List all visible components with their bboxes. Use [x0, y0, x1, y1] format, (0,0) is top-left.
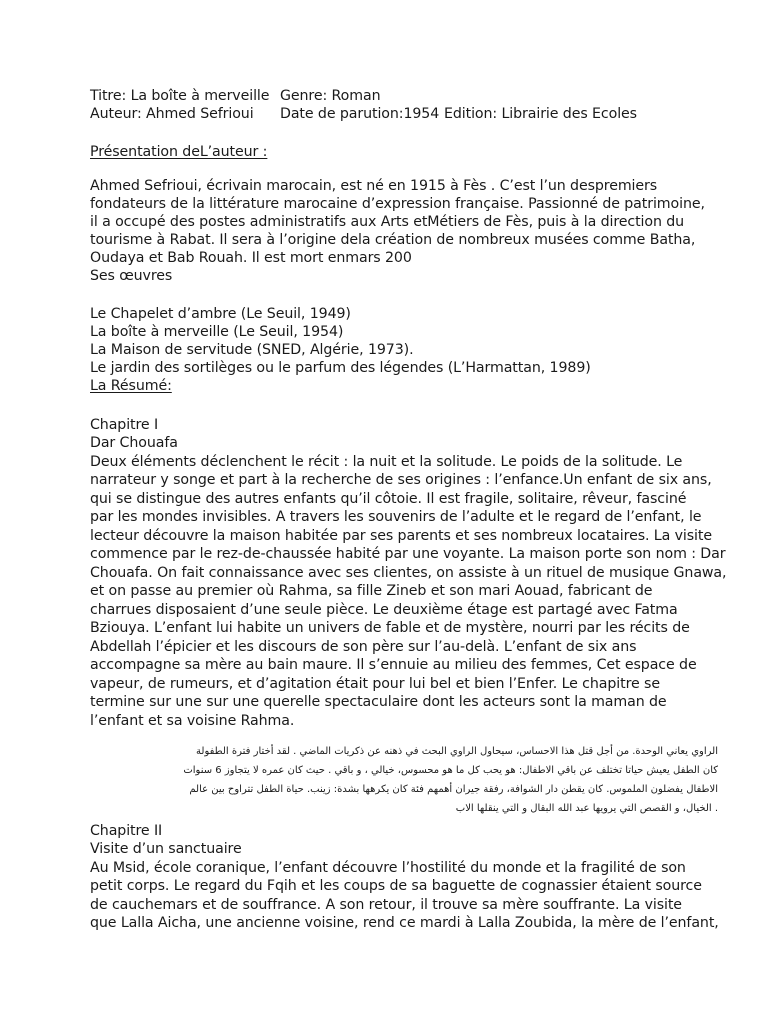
- arabic-summary-line: كان الطفل يعيش حياتا تختلف عن باقي الاطفال: هو يحب كل ما هو محسوس، خيالي ، و باقي . حيث كان عمره لا يتجاوز 6 سنوات: [183, 765, 718, 776]
- book-genre: Genre: Roman: [280, 88, 381, 104]
- chapter-1-line: lecteur découvre la maison habitée par ses parents et ses nombreux locataires. La visite: [90, 528, 712, 544]
- chapter-1-line: qui se distingue des autres enfants qu’il côtoie. Il est fragile, solitaire, rêveur, fasciné: [90, 491, 687, 507]
- arabic-summary-line: الراوي يعاني الوحدة. من أجل قتل هذا الاحساس، سيحاول الراوي البحث في ذهنه عن ذكريات الماضي . لقد أختار فترة الطفولة: [196, 746, 718, 757]
- work-item: La boîte à merveille (Le Seuil, 1954): [90, 324, 344, 340]
- bio-line: tourisme à Rabat. Il sera à l’origine dela création de nombreux musées comme Batha,: [90, 232, 696, 248]
- chapter-2-line: de cauchemars et de souffrance. A son retour, il trouve sa mère souffrante. La visite: [90, 897, 682, 913]
- publication-date: Date de parution:1954: [280, 106, 440, 122]
- bio-line: il a occupé des postes administratifs aux Arts etMétiers de Fès, puis à la direction du: [90, 214, 685, 230]
- chapter-1-line: par les mondes invisibles. A travers les souvenirs de l’adulte et le regard de l’enfant, le: [90, 509, 702, 525]
- chapter-1-line: Chouafa. On fait connaissance avec ses clientes, on assiste à un rituel de musique Gnawa,: [90, 565, 727, 581]
- chapter-2-subtitle: Visite d’un sanctuaire: [90, 841, 242, 857]
- chapter-1-line: accompagne sa mère au bain maure. Il s’ennuie au milieu des femmes, Cet espace de: [90, 657, 697, 673]
- works-heading: Ses œuvres: [90, 268, 173, 284]
- book-title: Titre: La boîte à merveille: [90, 88, 270, 104]
- chapter-1-line: et on passe au premier où Rahma, sa fille Zineb et son mari Aouad, fabricant de: [90, 583, 653, 599]
- chapter-1-line: l’enfant et sa voisine Rahma.: [90, 713, 295, 729]
- arabic-summary-line: الاطفال يفضلون الملموس. كان يقطن دار الشوافة، رفقة جيران أهمهم فئة كان يكرهها بشدة: زينب. حياة الطفل تتراوح بين عالم: [189, 784, 718, 795]
- chapter-2-title: Chapitre II: [90, 823, 163, 839]
- bio-line: Ahmed Sefrioui, écrivain marocain, est né en 1915 à Fès . C’est l’un despremiers: [90, 178, 658, 194]
- bio-line: fondateurs de la littérature marocaine d’expression française. Passionné de patrimoine,: [90, 196, 705, 212]
- chapter-1-line: commence par le rez-de-chaussée habité par une voyante. La maison porte son nom : Dar: [90, 546, 726, 562]
- chapter-1-line: Deux éléments déclenchent le récit : la nuit et la solitude. Le poids de la solitude. Le: [90, 454, 683, 470]
- chapter-1-line: charrues disposaient d’une seule pièce. Le deuxième étage est partagé avec Fatma: [90, 602, 678, 618]
- chapter-1-subtitle: Dar Chouafa: [90, 435, 178, 451]
- chapter-2-line: que Lalla Aicha, une ancienne voisine, rend ce mardi à Lalla Zoubida, la mère de l’enfant,: [90, 915, 719, 931]
- work-item: Le jardin des sortilèges ou le parfum des légendes (L’Harmattan, 1989): [90, 360, 591, 376]
- publisher: Edition: Librairie des Ecoles: [444, 106, 637, 122]
- chapter-2-line: Au Msid, école coranique, l’enfant découvre l’hostilité du monde et la fragilité de son: [90, 860, 686, 876]
- chapter-1-line: Bziouya. L’enfant lui habite un univers de fable et de mystère, nourri par les récits de: [90, 620, 690, 636]
- chapter-1-line: termine sur une sur une querelle spectaculaire dont les acteurs sont la maman de: [90, 694, 667, 710]
- chapter-1-line: narrateur y songe et part à la recherche de ses origines : l’enfance.Un enfant de six ans,: [90, 472, 712, 488]
- chapter-1-line: Abdellah l’épicier et les discours de son père sur l’au-delà. L’enfant de six ans: [90, 639, 637, 655]
- chapter-2-line: petit corps. Le regard du Fqih et les coups de sa baguette de cognassier étaient source: [90, 878, 702, 894]
- work-item: Le Chapelet d’ambre (Le Seuil, 1949): [90, 306, 351, 322]
- chapter-1-line: vapeur, de rumeurs, et d’agitation était pour lui bel et bien l’Enfer. Le chapitre se: [90, 676, 660, 692]
- presentation-heading: Présentation deL’auteur :: [90, 144, 268, 160]
- work-item: La Maison de servitude (SNED, Algérie, 1973).: [90, 342, 414, 358]
- bio-line: Oudaya et Bab Rouah. Il est mort enmars 200: [90, 250, 412, 266]
- chapter-1-title: Chapitre I: [90, 417, 159, 433]
- resume-heading: La Résumé:: [90, 378, 172, 394]
- arabic-summary-line: . الخيال، و القصص التي يرويها عبد الله البقال و التي ينقلها الاب: [455, 803, 718, 814]
- book-author: Auteur: Ahmed Sefrioui: [90, 106, 254, 122]
